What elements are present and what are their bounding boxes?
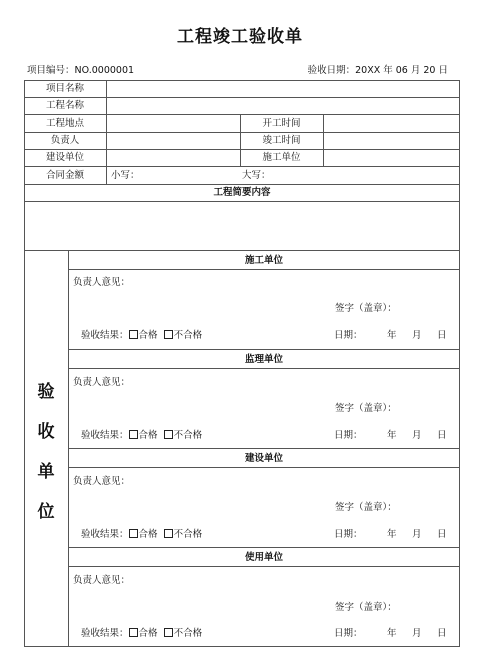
fail-checkbox[interactable] <box>164 529 173 538</box>
sign-label: 签字（盖章）： <box>335 303 397 314</box>
fail-checkbox[interactable] <box>164 430 173 439</box>
pass-checkbox[interactable] <box>129 430 138 439</box>
builder-label: 建设单位 <box>45 152 84 163</box>
date-label: 日期： <box>334 330 363 341</box>
acceptance-date: 验收日期：20XX 年 06 月 20 日 <box>307 65 448 76</box>
project-number: 项目编号：NO.0000001 <box>27 65 135 76</box>
day-label: 日 <box>437 628 447 639</box>
builder-field[interactable] <box>108 150 239 165</box>
large-amount-label: 大写： <box>242 170 271 181</box>
summary-field[interactable] <box>26 203 458 249</box>
opinion-label: 负责人意见： <box>73 277 131 288</box>
pass-checkbox[interactable] <box>129 628 138 637</box>
completion-time-label: 竣工时间 <box>262 135 301 146</box>
month-label: 月 <box>412 628 422 639</box>
start-time-field[interactable] <box>325 115 458 131</box>
result-row: 验收结果： 合格 不合格 <box>81 628 203 639</box>
month-label: 月 <box>412 430 422 441</box>
page-title: 工程竣工验收单 <box>177 27 303 47</box>
completion-time-field[interactable] <box>325 133 458 148</box>
vertical-label-3: 单 <box>37 462 55 482</box>
sign-label: 签字（盖章）： <box>335 502 397 513</box>
year-label: 年 <box>387 430 397 441</box>
location-field[interactable] <box>108 115 239 131</box>
sign-label: 签字（盖章）： <box>335 403 397 414</box>
section-title: 监理单位 <box>244 354 283 365</box>
contract-amount-label: 合同金额 <box>45 170 84 181</box>
pass-checkbox[interactable] <box>129 529 138 538</box>
engineering-name-field[interactable] <box>108 98 458 113</box>
opinion-label: 负责人意见： <box>73 377 131 388</box>
result-row: 验收结果： 合格 不合格 <box>81 330 203 341</box>
day-label: 日 <box>437 430 447 441</box>
vertical-label-1: 验 <box>37 382 55 402</box>
project-name-label: 项目名称 <box>45 83 84 94</box>
day-label: 日 <box>437 330 447 341</box>
summary-header: 工程简要内容 <box>213 187 271 198</box>
constructor-field[interactable] <box>325 150 458 165</box>
section-title: 建设单位 <box>244 453 283 464</box>
month-label: 月 <box>412 330 422 341</box>
year-label: 年 <box>387 628 397 639</box>
month-label: 月 <box>412 529 422 540</box>
engineering-name-label: 工程名称 <box>45 100 84 111</box>
start-time-label: 开工时间 <box>262 118 301 129</box>
constructor-label: 施工单位 <box>262 152 301 163</box>
section-title: 施工单位 <box>244 255 283 266</box>
leader-label: 负责人 <box>50 135 80 146</box>
leader-field[interactable] <box>108 133 239 148</box>
result-row: 验收结果： 合格 不合格 <box>81 529 203 540</box>
opinion-label: 负责人意见： <box>73 575 131 586</box>
year-label: 年 <box>387 529 397 540</box>
fail-checkbox[interactable] <box>164 330 173 339</box>
opinion-label: 负责人意见： <box>73 476 131 487</box>
result-row: 验收结果： 合格 不合格 <box>81 430 203 441</box>
small-amount-label: 小写： <box>111 170 140 181</box>
vertical-label-4: 位 <box>37 502 55 522</box>
project-name-field[interactable] <box>108 81 458 96</box>
year-label: 年 <box>387 330 397 341</box>
vertical-label-2: 收 <box>37 422 55 442</box>
fail-checkbox[interactable] <box>164 628 173 637</box>
section-title: 使用单位 <box>244 552 283 563</box>
day-label: 日 <box>437 529 447 540</box>
date-label: 日期： <box>334 430 363 441</box>
pass-checkbox[interactable] <box>129 330 138 339</box>
sign-label: 签字（盖章）： <box>335 602 397 613</box>
date-label: 日期： <box>334 628 363 639</box>
date-label: 日期： <box>334 529 363 540</box>
location-label: 工程地点 <box>45 118 84 129</box>
